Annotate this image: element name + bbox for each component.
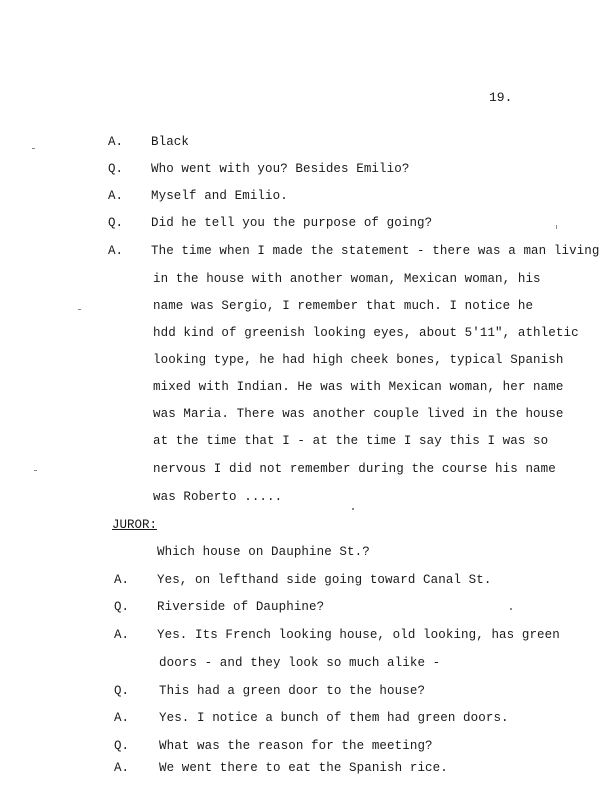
transcript-line: Did he tell you the purpose of going? — [151, 216, 433, 230]
speaker-label: A. — [108, 189, 124, 203]
transcript-line: What was the reason for the meeting? — [159, 739, 433, 753]
speaker-label: Q. — [108, 216, 124, 230]
speaker-label: Q. — [108, 162, 124, 176]
speaker-label: A. — [114, 761, 130, 775]
transcript-line: mixed with Indian. He was with Mexican woman, her name — [153, 380, 564, 394]
scan-speck — [510, 608, 512, 610]
transcript-line: was Maria. There was another couple lived in the house — [153, 407, 564, 421]
speaker-label: A. — [114, 573, 130, 587]
transcript-line: nervous I did not remember during the course his name — [153, 462, 556, 476]
page-number: 19. — [489, 90, 513, 105]
transcript-line: at the time that I - at the time I say this I was so — [153, 434, 549, 448]
scan-speck — [34, 470, 37, 471]
juror-label: JUROR: — [112, 518, 158, 532]
transcript-line: Myself and Emilio. — [151, 189, 288, 203]
transcript-line: name was Sergio, I remember that much. I notice he — [153, 299, 534, 313]
transcript-line: Black — [151, 135, 190, 149]
juror-question: Which house on Dauphine St.? — [157, 545, 370, 559]
scan-speck — [352, 508, 354, 510]
speaker-label: Q. — [114, 739, 130, 753]
speaker-label: A. — [108, 244, 124, 258]
transcript-line: This had a green door to the house? — [159, 684, 426, 698]
speaker-label: A. — [114, 628, 130, 642]
transcript-line: We went there to eat the Spanish rice. — [159, 761, 448, 775]
transcript-line: Yes. I notice a bunch of them had green doors. — [159, 711, 509, 725]
transcript-line: Yes, on lefthand side going toward Canal St. — [157, 573, 492, 587]
speaker-label: A. — [108, 135, 124, 149]
transcript-line: was Roberto ..... — [153, 490, 283, 504]
transcript-line: Yes. Its French looking house, old looking, has green — [157, 628, 560, 642]
scan-speck — [556, 225, 557, 229]
scan-speck — [32, 148, 35, 149]
speaker-label: A. — [114, 711, 130, 725]
speaker-label: Q. — [114, 600, 130, 614]
transcript-line: Who went with you? Besides Emilio? — [151, 162, 410, 176]
transcript-line: The time when I made the statement - there was a man living — [151, 244, 600, 258]
transcript-line: hdd kind of greenish looking eyes, about 5'11", athletic — [153, 326, 579, 340]
transcript-line: looking type, he had high cheek bones, typical Spanish — [153, 353, 564, 367]
transcript-line: in the house with another woman, Mexican woman, his — [153, 272, 541, 286]
transcript-line: doors - and they look so much alike - — [159, 656, 441, 670]
speaker-label: Q. — [114, 684, 130, 698]
scan-speck — [78, 309, 81, 310]
transcript-line: Riverside of Dauphine? — [157, 600, 325, 614]
